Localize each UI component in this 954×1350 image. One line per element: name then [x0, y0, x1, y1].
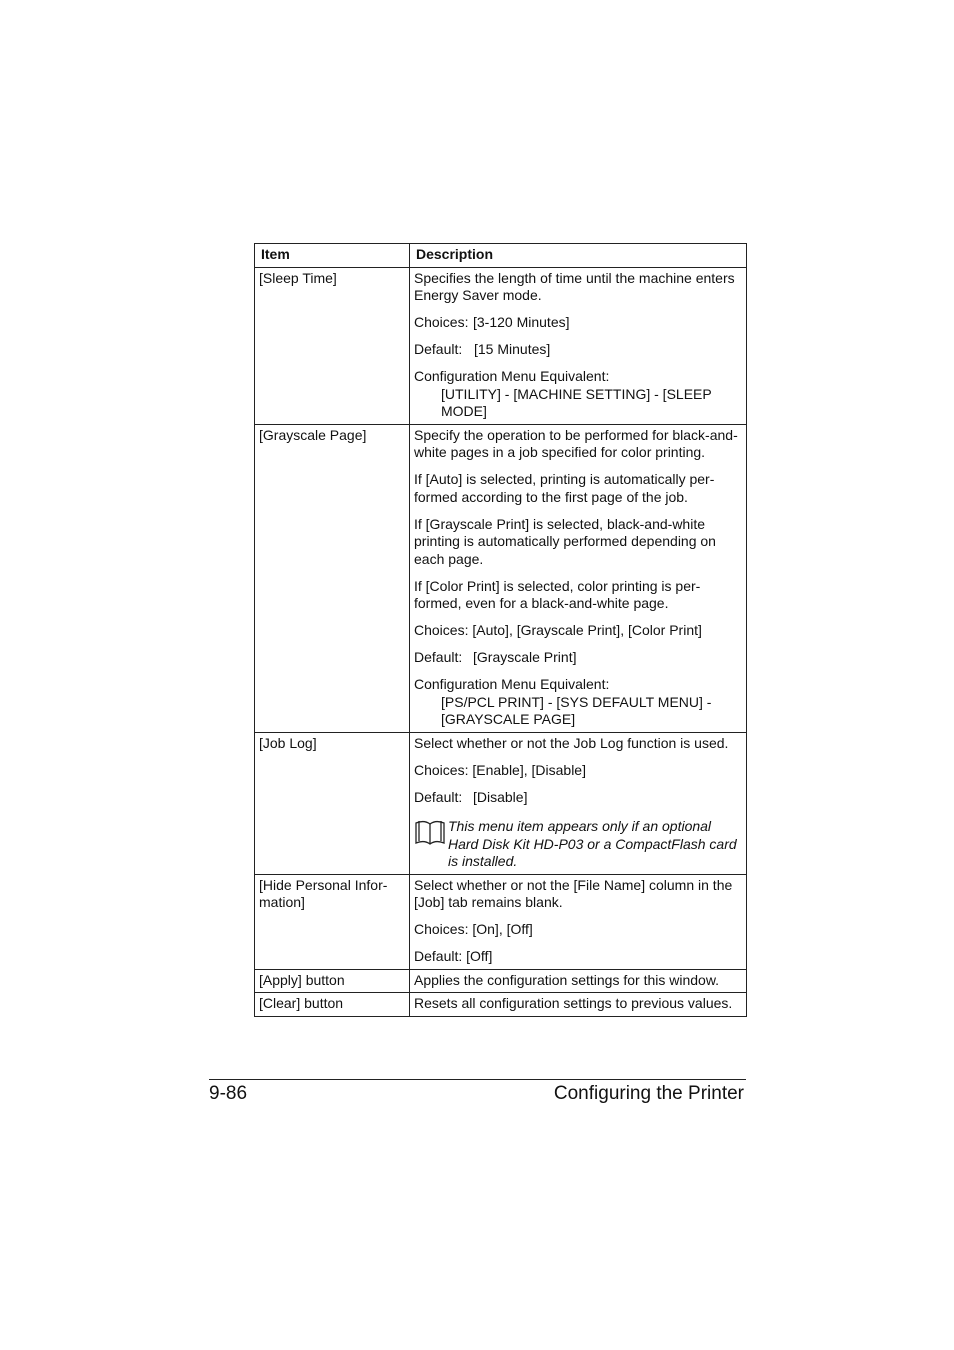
description-text: Specify the operation to be performed for black-and-white pages in a job specified for color printing. [414, 426, 738, 460]
row-item: [Hide Personal Infor-mation] [255, 874, 410, 969]
table-header-row [255, 244, 747, 268]
description-text: Select whether or not the Job Log function is used. [414, 734, 729, 751]
description-text: Select whether or not the [File Name] column in the [Job] tab remains blank. [414, 876, 733, 910]
description-text: Resets all configuration settings to previous values. [414, 995, 733, 1011]
table-row [255, 732, 747, 874]
choices-line: Choices: [On], [Off] [414, 921, 533, 937]
description-text: Specifies the length of time until the machine enters Energy Saver mode. [414, 269, 735, 303]
description-text: Applies the configuration settings for this window. [414, 971, 720, 988]
description-text: If [Auto] is selected, printing is automatically per-formed according to the first page of the job. [414, 471, 715, 505]
default-line: Default: [Off] [414, 948, 493, 964]
table-row [255, 969, 747, 993]
row-description [410, 424, 747, 732]
page-number: 9-86 [209, 1083, 248, 1104]
row-description [410, 874, 747, 969]
default-line: Default: [15 Minutes] [414, 341, 551, 357]
note-text: This menu item appears only if an optional Hard Disk Kit HD-P03 or a CompactFlash card is installed. [448, 818, 737, 869]
default-line: Default: [Grayscale Print] [414, 649, 577, 665]
table-row [255, 267, 747, 424]
choices-line: Choices: [3-120 Minutes] [414, 314, 570, 330]
settings-table [254, 243, 747, 1017]
config-equivalent: Configuration Menu Equivalent: [PS/PCL PRINT] - [SYS DEFAULT MENU] - [GRAYSCALE PAGE] [414, 676, 712, 727]
row-description [410, 969, 747, 993]
default-line: Default: [Disable] [414, 788, 528, 805]
header-description: Description [410, 244, 747, 268]
table-row [255, 874, 747, 969]
row-item: [Job Log] [255, 732, 410, 874]
config-equivalent: Configuration Menu Equivalent: [UTILITY] - [MACHINE SETTING] - [SLEEP MODE] [414, 368, 712, 419]
choices-line: Choices: [Enable], [Disable] [414, 761, 586, 778]
row-description [410, 732, 747, 874]
row-description [410, 267, 747, 424]
footer-divider [209, 1079, 746, 1080]
row-item: [Apply] button [255, 969, 410, 993]
section-title: Configuring the Printer [553, 1083, 744, 1104]
row-description [410, 993, 747, 1017]
book-icon [414, 818, 448, 851]
row-item: [Grayscale Page] [255, 424, 410, 732]
description-text: If [Grayscale Print] is selected, black-and-white printing is automatically performed depending on each page. [414, 515, 716, 567]
table-row [255, 993, 747, 1017]
choices-line: Choices: [Auto], [Grayscale Print], [Color Print] [414, 622, 702, 638]
note [414, 818, 742, 871]
header-item: Item [255, 244, 410, 268]
row-item: [Clear] button [255, 993, 410, 1017]
description-text: If [Color Print] is selected, color printing is per-formed, even for a black-and-white page. [414, 577, 701, 611]
row-item: [Sleep Time] [255, 267, 410, 424]
table-row [255, 424, 747, 732]
